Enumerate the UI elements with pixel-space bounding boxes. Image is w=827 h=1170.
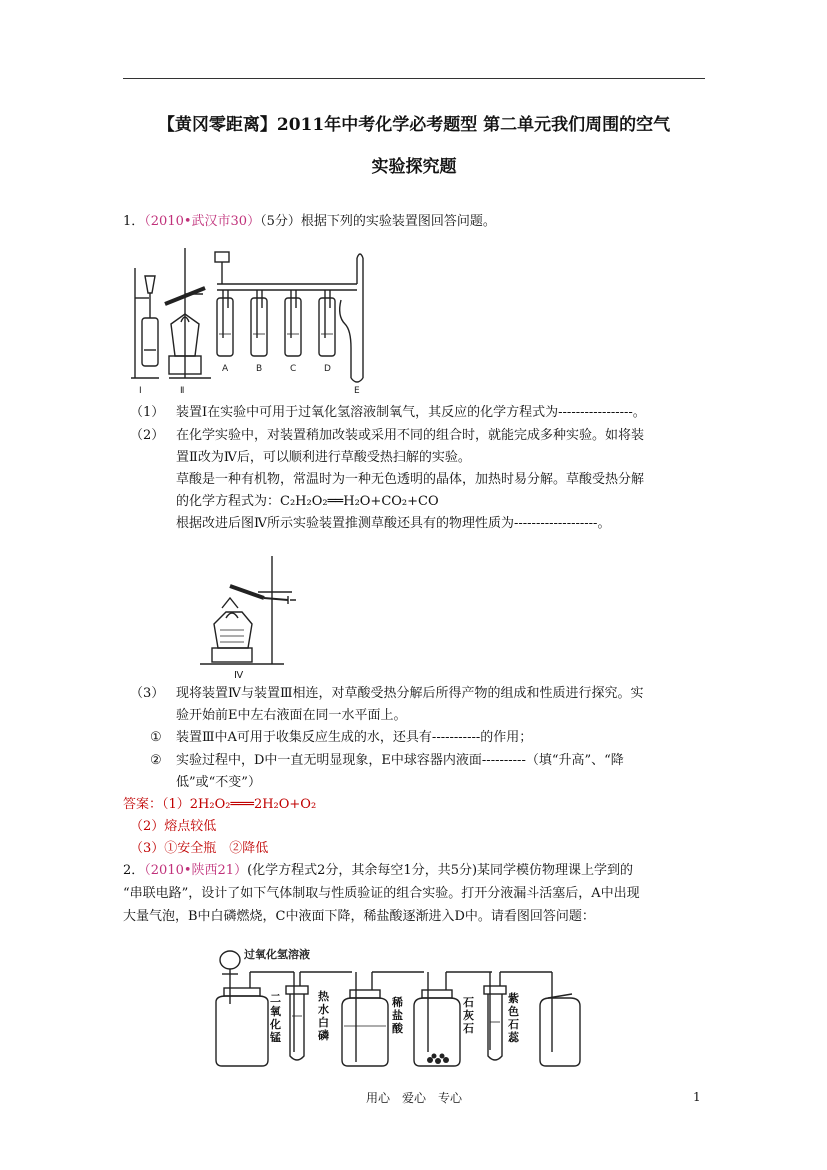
q1-item2-line5: 根据改进后图Ⅳ所示实验装置推测草酸还具有的物理性质为-------------------。 (176, 516, 611, 531)
question-number: 1． (123, 214, 145, 229)
page-number: 1 (693, 1090, 701, 1104)
question-intro: （5分）根据下列的实验装置图回答问题。 (260, 214, 496, 229)
fig3-label-limestone: 石灰石 (463, 996, 474, 1035)
fig1-label-D: D (324, 364, 331, 374)
q1-item2-number: （2） (130, 428, 165, 443)
question-source: （2010•陕西21） (144, 863, 248, 878)
question-text: (化学方程式2分，其余每空1分，共5分)某同学模仿物理课上学到的 (247, 863, 634, 878)
q1-item2-line4: 的化学方程式为：C₂H₂O₂══H₂O+CO₂+CO (176, 494, 439, 509)
q1-item2-line3: 草酸是一种有机物，常温时为一种无色透明的晶体，加热时易分解。草酸受热分解 (176, 472, 645, 487)
fig3-label-litmus: 紫色石蕊 (508, 992, 519, 1044)
question-2-line2: “串联电路”，设计了如下气体制取与性质验证的组合实验。打开分液漏斗活塞后，A中出现 (123, 886, 640, 901)
fig1-label-A: A (222, 364, 229, 374)
header-rule (123, 78, 705, 79)
apparatus-figure-1 (125, 238, 375, 398)
fig3-label-hcl: 稀盐酸 (392, 996, 403, 1035)
q1-item2-line1: 在化学实验中，对装置稍加改装或采用不同的组合时，就能完成多种实验。如将装 (176, 428, 645, 443)
question-1-heading (123, 214, 496, 230)
fig1-label-C: C (290, 364, 297, 374)
question-2-heading (123, 863, 633, 879)
q1-sub1-number: ① (150, 730, 162, 745)
fig1-label-B: B (256, 364, 263, 374)
q1-sub2-number: ② (150, 753, 162, 768)
answer-line-3: （3）①安全瓶 ②降低 (130, 841, 269, 856)
q1-item2-line2: 置Ⅱ改为Ⅳ后，可以顺利进行草酸受热扫解的实验。 (176, 450, 471, 465)
page-footer: 用心 爱心 专心 (366, 1091, 463, 1105)
page-title: 【黄冈零距离】2011年中考化学必考题型 第二单元我们周围的空气 (157, 115, 671, 135)
fig1-label-E: E (354, 386, 360, 396)
fig3-top-label: 过氧化氢溶液 (244, 948, 310, 961)
question-source: （2010•武汉市30） (144, 214, 261, 229)
q1-item3-number: （3） (130, 686, 165, 701)
q1-item3-line1: 现将装置Ⅳ与装置Ⅲ相连，对草酸受热分解后所得产物的组成和性质进行探究。实 (176, 686, 644, 701)
fig1-label-I: Ⅰ (139, 386, 142, 396)
apparatus-figure-4 (200, 548, 310, 680)
q1-sub2-line2: 低”或“不变”） (176, 775, 261, 790)
q1-sub2-line1: 实验过程中，D中一直无明显现象，E中球容器内液面----------（填“升高”、“降 (176, 753, 624, 768)
q1-item1-number: （1） (130, 405, 165, 420)
page-subtitle: 实验探究题 (371, 157, 457, 177)
answer-line-2: （2）熔点较低 (130, 819, 217, 834)
fig1-label-II: Ⅱ (180, 386, 185, 396)
answer-line-1: 答案：（1）2H₂O₂═══2H₂O+O₂ (123, 797, 317, 812)
fig2-label: Ⅳ (234, 670, 244, 680)
question-2-line3: 大量气泡，B中白磷燃烧，C中液面下降，稀盐酸逐渐进入D中。请看图回答问题： (123, 909, 595, 924)
q1-sub1-text: 装置Ⅲ中A可用于收集反应生成的水，还具有-----------的作用； (176, 730, 533, 745)
fig3-label-mno2: 二氧化锰 (270, 992, 281, 1044)
question-number: 2． (123, 863, 145, 878)
fig3-label-hot-water-phosphorus: 热水白磷 (318, 990, 329, 1042)
q1-item3-line2: 验开始前E中左右液面在同一水平面上。 (176, 708, 407, 723)
q1-item1-text: 装置Ⅰ在实验中可用于过氧化氢溶液制氧气，其反应的化学方程式为-----------------。 (176, 405, 646, 420)
